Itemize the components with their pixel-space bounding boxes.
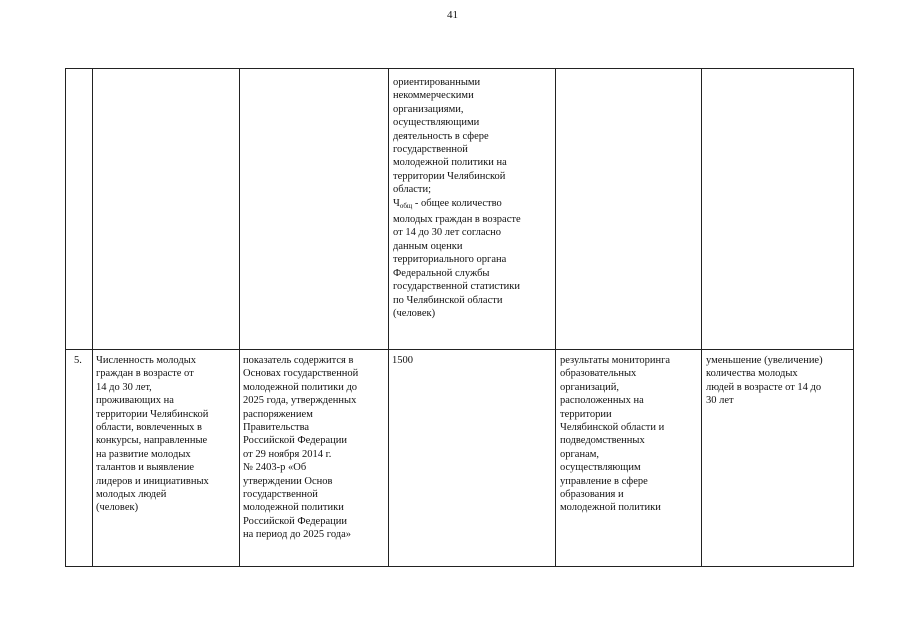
value-cell: 1500	[392, 355, 413, 366]
data-source-cell: результаты мониторинга образовательных организаций, расположенных на территории Челябинской области и подведомственных органам, осуществляющим управление в сфере образования и молодежной политики	[560, 355, 671, 514]
basis-cell: показатель содержится в Основах государственной молодежной политики до 2025 года, утвержденных распоряжением Правительства Российской Федерации от 29 ноября 2014 г. № 2403-р «Об утверждении Основ государственной молодежной политики Российской Федерации на период до 2025 года»	[243, 355, 359, 541]
variable-subscript: общ	[399, 201, 413, 210]
row-divider	[66, 349, 853, 350]
influencing-factor-cell: уменьшение (увеличение) количества молодых людей в возрасте от 14 до 30 лет	[706, 355, 823, 407]
row-number: 5.	[74, 355, 82, 366]
column-divider	[92, 69, 93, 566]
variable-symbol: Ч	[393, 197, 400, 209]
formula-description-cell	[393, 76, 553, 320]
column-divider	[701, 69, 702, 566]
page-number: 41	[447, 9, 458, 21]
column-divider	[388, 69, 389, 566]
formula-text-part2: - общее количество молодых граждан в возрасте от 14 до 30 лет согласно данным оценки территориального органа Федеральной службы государственной статистики по Челябинской области (человек)	[393, 197, 521, 319]
formula-text-part1: ориентированными некоммерческими организациями, осуществляющими деятельность в сфере государственной молодежной политики на территории Челябинской области;	[393, 77, 507, 196]
column-divider	[239, 69, 240, 566]
column-divider	[555, 69, 556, 566]
indicator-table	[65, 68, 854, 567]
indicator-name-cell: Численность молодых граждан в возрасте от 14 до 30 лет, проживающих на территории Челябинской области, вовлеченных в конкурсы, направленные на развитие молодых талантов и выявление лидеров и инициативных молодых людей (человек)	[96, 355, 209, 514]
